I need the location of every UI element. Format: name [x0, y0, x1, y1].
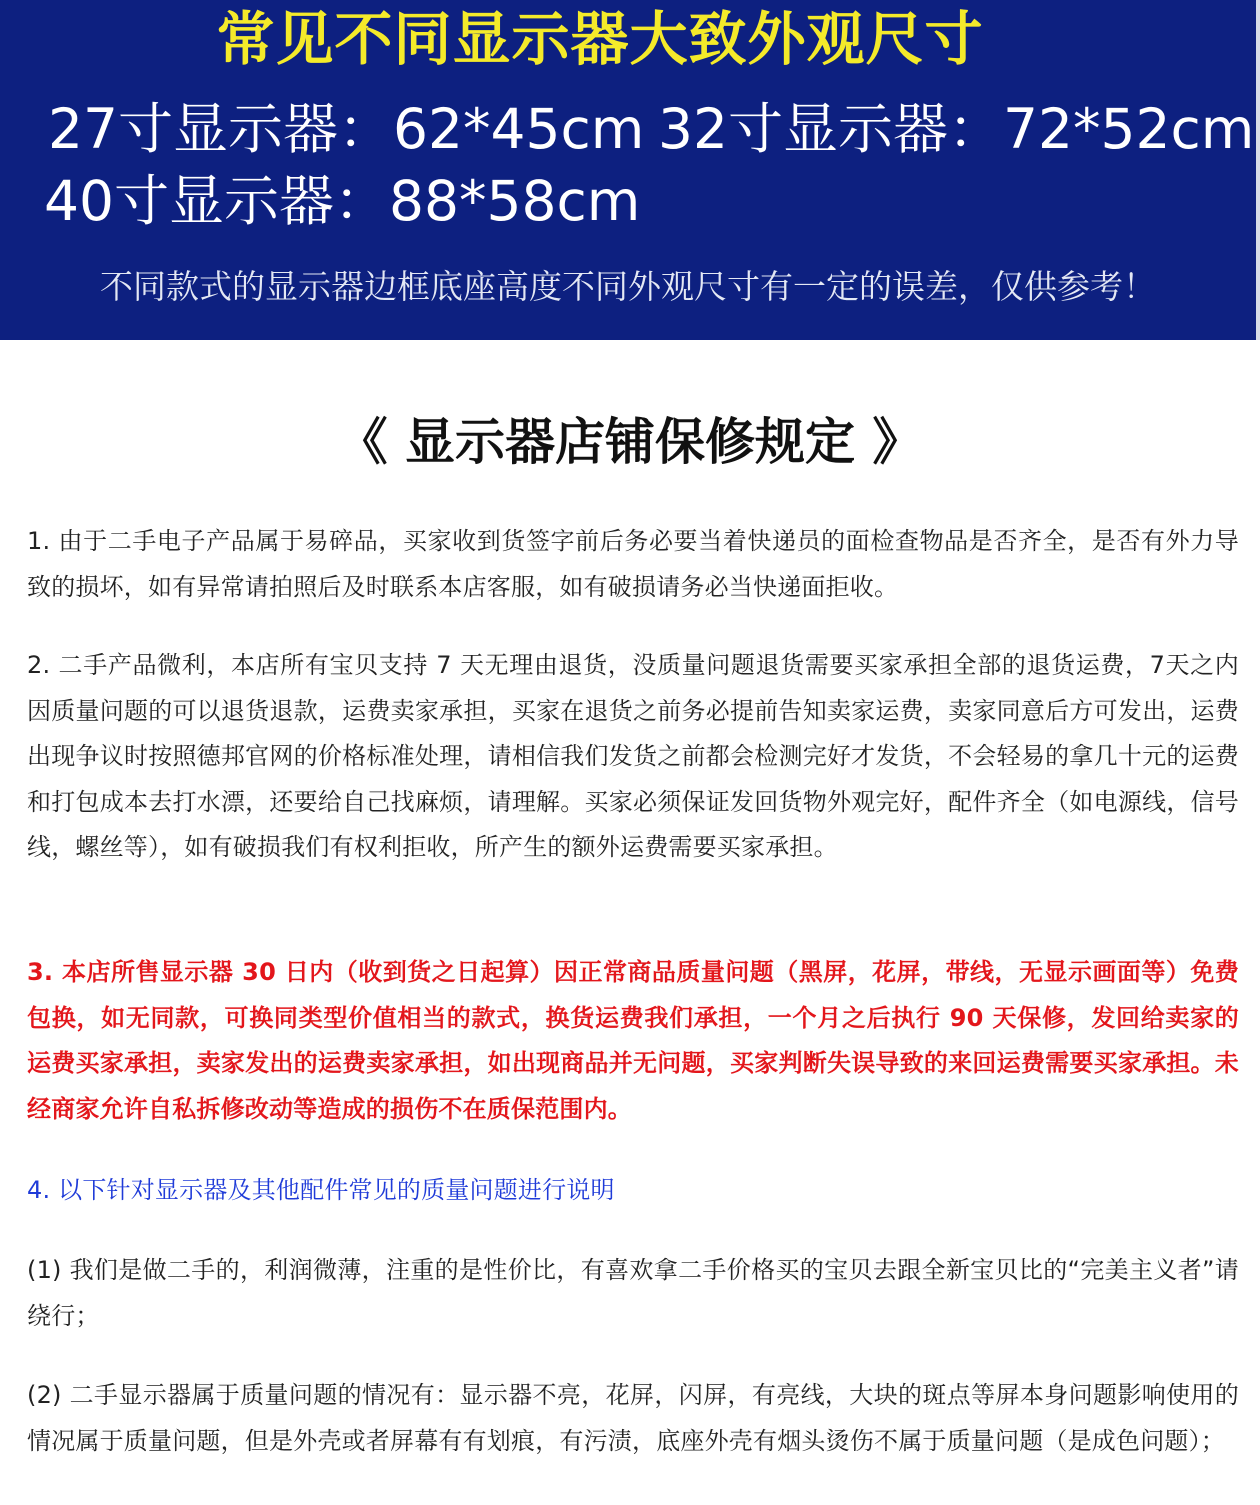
rule-4-item-2: (2) 二手显示器属于质量问题的情况有：显示器不亮，花屏，闪屏，有亮线，大块的斑点等屏本身问题影响使用的情况属于质量问题，但是外壳或者屏幕有有划痕，有污渍，底座外壳有烟头烫伤不属于质量问题（是成色问题）； — [27, 1381, 1239, 1455]
banner-note: 不同款式的显示器边框底座高度不同外观尺寸有一定的误差，仅供参考！ — [100, 267, 1156, 306]
document-title: 《 显示器店铺保修规定 》 — [337, 413, 923, 471]
rule-4-heading: 4. 以下针对显示器及其他配件常见的质量问题进行说明 — [27, 1176, 615, 1204]
rule-1-paragraph: 1. 由于二手电子产品属于易碎品，买家收到货签字前后务必要当着快递员的面检查物品是否齐全，是否有外力导致的损坏，如有异常请拍照后及时联系本店客服，如有破损请务必当快递面拒收。 — [27, 527, 1239, 601]
size-banner — [0, 0, 1260, 340]
banner-title: 常见不同显示器大致外观尺寸 — [216, 5, 984, 73]
rule-2-paragraph: 2. 二手产品微利，本店所有宝贝支持 7 天无理由退货，没质量问题退货需要买家承担全部的退货运费，7天之内因质量问题的可以退货退款，运费卖家承担，买家在退货之前务必提前告知卖家运费，卖家同意后方可发出，运费出现争议时按照德邦官网的价格标准处理，请相信我们发货之前都会检测完好才发货，不会轻易的拿几十元的运费和打包成本去打水漂，还要给自己找麻烦，请理解。买家必须保证发回货物外观完好，配件齐全（如电源线，信号线，螺丝等），如有破损我们有权利拒收，所产生的额外运费需要买家承担。 — [27, 651, 1239, 861]
size-27-inch: 27寸显示器：62*45cm — [48, 97, 645, 161]
size-40-inch: 40寸显示器：88*58cm — [44, 169, 641, 233]
rule-3-paragraph: 3. 本店所售显示器 30 日内（收到货之日起算）因正常商品质量问题（黑屏，花屏，带线，无显示画面等）免费包换，如无同款，可换同类型价值相当的款式，换货运费我们承担，一个月之后执行 90 天保修，发回给卖家的运费买家承担，卖家发出的运费卖家承担，如出现商品并无问题，买家判断失误导致的来回运费需要买家承担。未经商家允许自私拆修改动等造成的损伤不在质保范围内。 — [27, 958, 1239, 1123]
size-32-inch: 32寸显示器：72*52cm — [658, 97, 1255, 161]
rule-4-item-1: (1) 我们是做二手的，利润微薄，注重的是性价比，有喜欢拿二手价格买的宝贝去跟全新宝贝比的“完美主义者”请绕行； — [27, 1256, 1239, 1330]
